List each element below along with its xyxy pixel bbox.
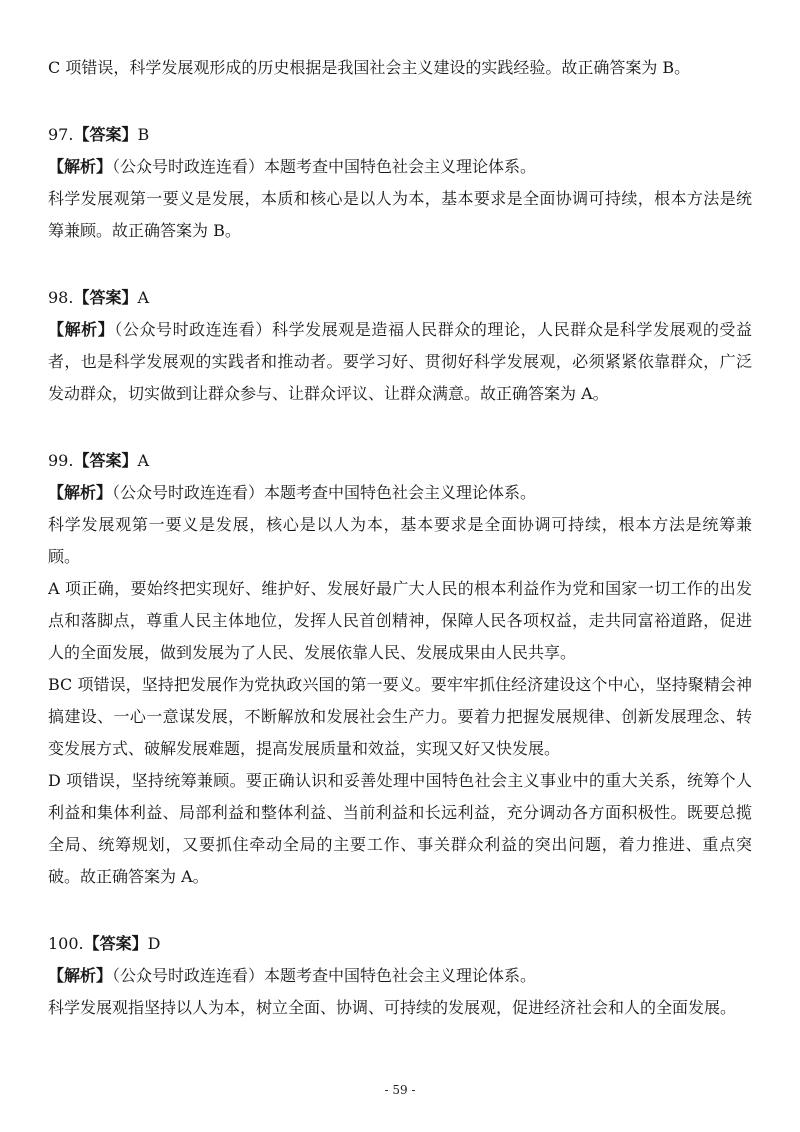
text-line — [48, 829, 752, 861]
line-text: BC 项错误，坚持把发展作为党执政兴国的第一要义。要牢牢抓住经济建设这个中心，坚持聚精会神 — [48, 675, 752, 694]
line-text: 科学发展观指坚持以人为本，树立全面、协调、可持续的发展观，促进经济社会和人的全面发展。 — [48, 998, 737, 1017]
line-text: 点和落脚点，尊重人民主体地位，发挥人民首创精神，保障人民各项权益，走共同富裕道路，促进 — [48, 611, 752, 630]
answer-heading — [48, 928, 752, 960]
line-text: （公众号时政连连看）本题考查中国特色社会主义理论体系。 — [112, 966, 537, 985]
answer-heading — [48, 119, 752, 151]
question-block — [48, 928, 752, 1024]
answer-label: 【答案】 — [73, 288, 138, 307]
text-line — [48, 215, 752, 247]
analysis-paragraph — [48, 509, 752, 573]
text-line — [48, 151, 752, 183]
page-number: - 59 - — [384, 1083, 416, 1097]
answer-heading — [48, 282, 752, 314]
text-line — [48, 797, 752, 829]
text-line — [48, 637, 752, 669]
analysis-label: 【解析】 — [48, 483, 113, 502]
text-line — [48, 541, 752, 573]
analysis-paragraph — [48, 765, 752, 893]
line-text: 破。故正确答案为 A。 — [48, 867, 209, 886]
line-text: （公众号时政连连看）本题考查中国特色社会主义理论体系。 — [112, 483, 537, 502]
text-line — [48, 960, 752, 992]
line-text: 全局、统筹规划，又要抓住牵动全局的主要工作、事关群众利益的突出问题，着力推进、重点突 — [48, 835, 752, 854]
answer-label: 【答案】 — [73, 451, 138, 470]
question-number: 100. — [48, 934, 84, 953]
line-text: 者，也是科学发展观的实践者和推动者。要学习好、贯彻好科学发展观，必须紧紧依靠群众，广泛 — [48, 352, 752, 371]
text-line — [48, 314, 752, 346]
answer-value: B — [137, 125, 150, 144]
line-text: 发动群众，切实做到让群众参与、让群众评议、让群众满意。故正确答案为 A。 — [48, 384, 609, 403]
answer-label: 【答案】 — [73, 125, 138, 144]
text-line — [48, 992, 752, 1024]
analysis-label: 【解析】 — [48, 320, 115, 339]
text-line — [48, 605, 752, 637]
analysis-paragraph — [48, 151, 752, 183]
text-line — [48, 183, 752, 215]
answer-value: D — [147, 934, 161, 953]
question-number: 97. — [48, 125, 74, 144]
analysis-paragraph — [48, 573, 752, 669]
question-block — [48, 119, 752, 247]
line-text: 利益和集体利益、局部利益和整体利益、当前利益和长远利益，充分调动各方面积极性。既要总揽 — [48, 803, 752, 822]
analysis-label: 【解析】 — [48, 966, 113, 985]
text-line — [48, 477, 752, 509]
answer-heading — [48, 445, 752, 477]
answer-value: A — [137, 451, 150, 470]
analysis-paragraph — [48, 669, 752, 765]
intro-paragraph — [48, 52, 752, 84]
question-block — [48, 282, 752, 410]
line-text: A 项正确，要始终把实现好、维护好、发展好最广大人民的根本利益作为党和国家一切工作的出发 — [48, 579, 752, 598]
answer-label: 【答案】 — [83, 934, 148, 953]
line-text: 顾。 — [48, 547, 81, 566]
question-number: 98. — [48, 288, 74, 307]
text-line — [48, 733, 752, 765]
question-block — [48, 445, 752, 893]
analysis-paragraph — [48, 477, 752, 509]
line-text: 变发展方式、破解发展难题，提高发展质量和效益，实现又好又快发展。 — [48, 739, 561, 758]
text-line — [48, 573, 752, 605]
text-line — [48, 669, 752, 701]
line-text: 搞建设、一心一意谋发展，不断解放和发展社会生产力。要着力把握发展规律、创新发展理念、转 — [48, 707, 752, 726]
analysis-paragraph — [48, 183, 752, 247]
line-text: 科学发展观第一要义是发展，本质和核心是以人为本，基本要求是全面协调可持续，根本方法是统 — [48, 189, 752, 208]
analysis-paragraph — [48, 992, 752, 1024]
text-line: C 项错误，科学发展观形成的历史根据是我国社会主义建设的实践经验。故正确答案为 B。 — [48, 58, 691, 77]
line-text: 人的全面发展，做到发展为了人民、发展依靠人民、发展成果由人民共享。 — [48, 643, 577, 662]
analysis-paragraph — [48, 314, 752, 410]
text-line — [48, 765, 752, 797]
question-number: 99. — [48, 451, 74, 470]
line-text: （公众号时政连连看）科学发展观是造福人民群众的理论，人民群众是科学发展观的受益 — [114, 320, 752, 339]
analysis-label: 【解析】 — [48, 157, 113, 176]
line-text: 科学发展观第一要义是发展，核心是以人为本，基本要求是全面协调可持续，根本方法是统筹兼 — [48, 515, 752, 534]
text-line — [48, 861, 752, 893]
line-text: D 项错误，坚持统筹兼顾。要正确认识和妥善处理中国特色社会主义事业中的重大关系，统筹个人 — [48, 771, 752, 790]
analysis-paragraph — [48, 960, 752, 992]
text-line — [48, 509, 752, 541]
text-line — [48, 346, 752, 378]
line-text: （公众号时政连连看）本题考查中国特色社会主义理论体系。 — [112, 157, 537, 176]
document-body — [48, 52, 752, 1024]
line-text: 筹兼顾。故正确答案为 B。 — [48, 221, 241, 240]
answer-value: A — [137, 288, 150, 307]
text-line — [48, 701, 752, 733]
text-line — [48, 378, 752, 410]
